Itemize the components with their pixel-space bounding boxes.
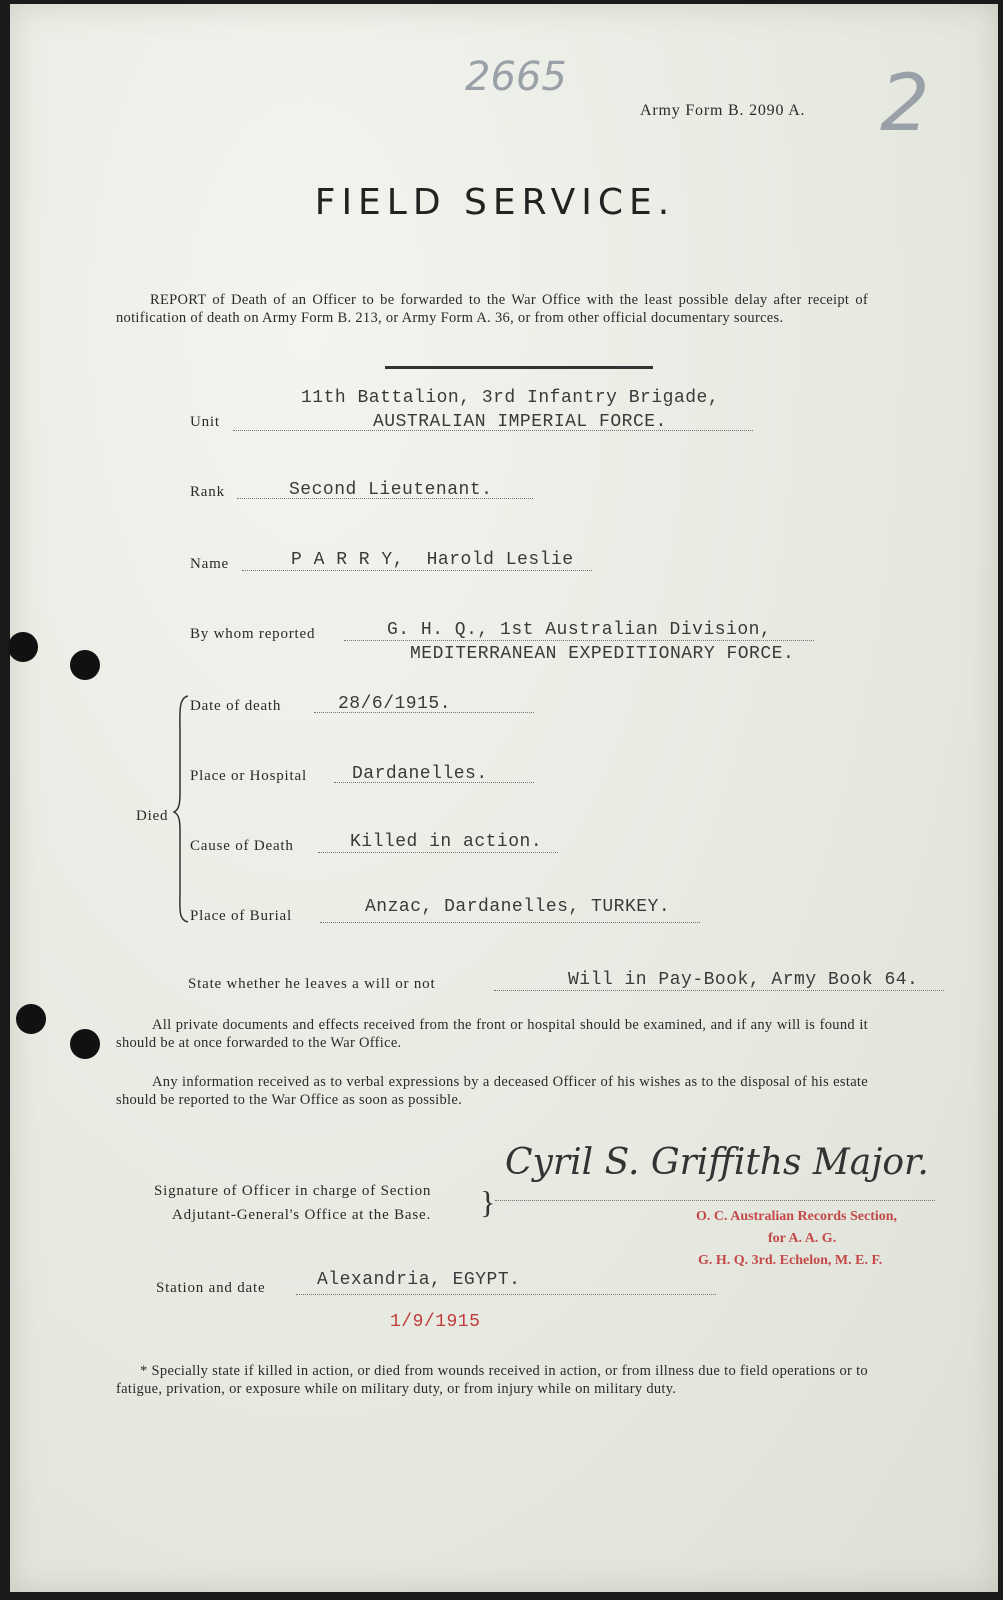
date-of-death-value: 28/6/1915. [338, 694, 452, 714]
stamp-line2: for A. A. G. [768, 1231, 837, 1246]
private-documents-note: All private documents and effects received from the front or hospital should be examined, and if any will is found it should be at once forwarded to the War Office. [116, 1017, 868, 1051]
reported-by-value-line1: G. H. Q., 1st Australian Division, [387, 620, 772, 640]
reported-by-value-line2: MEDITERRANEAN EXPEDITIONARY FORCE. [410, 644, 795, 664]
name-value: P A R R Y, Harold Leslie [291, 550, 574, 570]
will-value: Will in Pay-Book, Army Book 64. [568, 970, 919, 990]
burial-label: Place of Burial [190, 908, 292, 924]
punch-hole [8, 632, 38, 662]
stamp-line1: O. C. Australian Records Section, [696, 1209, 898, 1224]
rank-value: Second Lieutenant. [289, 480, 493, 500]
place-label: Place or Hospital [190, 768, 307, 784]
divider [385, 366, 653, 369]
unit-value-line1: 11th Battalion, 3rd Infantry Brigade, [301, 388, 720, 408]
footnote: * Specially state if killed in action, or died from wounds received in action, or from illness due to field operations or to fatigue, privation, or exposure while on military duty, or from injury while on military duty. [116, 1363, 868, 1397]
cause-label: Cause of Death [190, 838, 294, 854]
unit-label: Unit [190, 414, 220, 430]
brace-icon [172, 694, 192, 924]
place-value: Dardanelles. [352, 764, 488, 784]
burial-line [320, 922, 700, 923]
cause-value: Killed in action. [350, 832, 543, 852]
signature-line [495, 1200, 935, 1201]
page-title: FIELD SERVICE. [314, 182, 676, 223]
signature-label-line1: Signature of Officer in charge of Section [154, 1183, 432, 1199]
signature-brace: } [480, 1184, 496, 1220]
form-page [10, 4, 998, 1592]
punch-hole [70, 1029, 100, 1059]
punch-hole [16, 1004, 46, 1034]
station-line [296, 1294, 716, 1295]
records-section-stamp [692, 1206, 952, 1272]
name-line [242, 570, 592, 571]
pencil-page-number: 2 [880, 59, 930, 149]
date-of-death-label: Date of death [190, 698, 282, 714]
died-label: Died [136, 808, 169, 824]
reported-by-label: By whom reported [190, 626, 316, 642]
will-line [494, 990, 944, 991]
punch-hole [70, 650, 100, 680]
form-id: Army Form B. 2090 A. [640, 102, 806, 119]
name-label: Name [190, 556, 230, 572]
reported-by-line [344, 640, 814, 641]
station-label: Station and date [156, 1280, 266, 1296]
burial-value: Anzac, Dardanelles, TURKEY. [365, 897, 671, 917]
will-label: State whether he leaves a will or not [188, 976, 436, 992]
unit-value-line2: AUSTRALIAN IMPERIAL FORCE. [373, 412, 667, 432]
signature-label-line2: Adjutant-General's Office at the Base. [172, 1207, 431, 1223]
officer-signature: Cyril S. Griffiths Major. [505, 1142, 929, 1183]
pencil-reference-number: 2665 [465, 54, 567, 100]
rank-label: Rank [190, 484, 225, 500]
station-value: Alexandria, EGYPT. [317, 1270, 521, 1290]
stamp-line3: G. H. Q. 3rd. Echelon, M. E. F. [698, 1253, 883, 1268]
verbal-expressions-note: Any information received as to verbal expressions by a deceased Officer of his wishes as to the disposal of his estate should be reported to the War Office as soon as possible. [116, 1074, 868, 1108]
intro-text: REPORT of Death of an Officer to be forwarded to the War Office with the least possible delay after receipt of notification of death on Army Form B. 213, or Army Form A. 36, or from other official documentary sources. [116, 292, 868, 326]
cause-line [318, 852, 558, 853]
station-date: 1/9/1915 [390, 1312, 481, 1332]
